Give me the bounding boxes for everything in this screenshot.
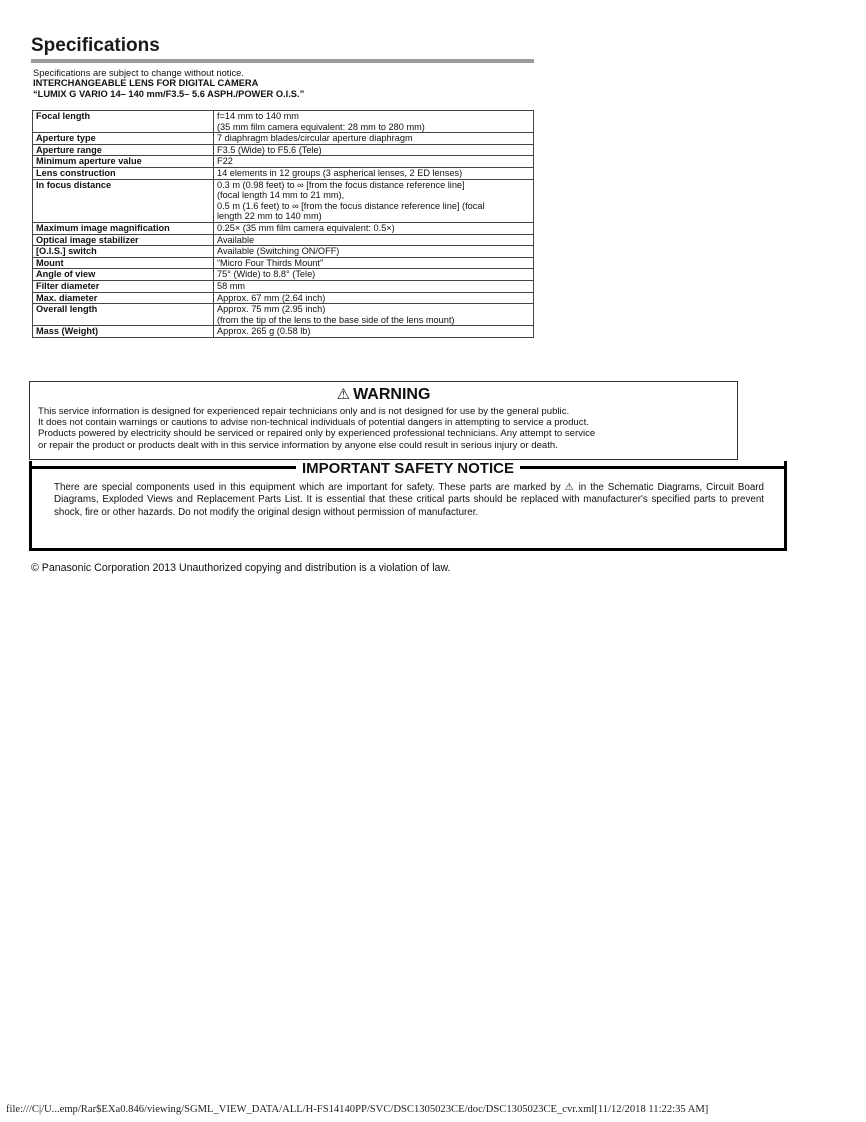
spec-value-line: Available <box>217 234 255 245</box>
spec-value <box>214 133 534 145</box>
spec-value-line: Approx. 67 mm (2.64 inch) <box>217 292 326 303</box>
safety-title <box>32 460 784 478</box>
spec-value-line: Available (Switching ON/OFF) <box>217 246 340 257</box>
table-row <box>33 234 534 246</box>
spec-value-line: 0.3 m (0.98 feet) to ∞ [from the focus distance reference line] <box>217 179 465 190</box>
spec-value-line: (from the tip of the lens to the base side of the lens mount) <box>217 314 455 325</box>
spec-value <box>214 222 534 234</box>
spec-label: Aperture type <box>33 133 214 145</box>
spec-label: [O.I.S.] switch <box>33 246 214 258</box>
spec-label: Mass (Weight) <box>33 326 214 338</box>
table-row <box>33 269 534 281</box>
spec-value <box>214 304 534 326</box>
spec-value-line: Approx. 75 mm (2.95 inch) <box>217 304 326 315</box>
warning-box <box>29 381 738 460</box>
table-row <box>33 326 534 338</box>
product-category: INTERCHANGEABLE LENS FOR DIGITAL CAMERA <box>33 78 259 89</box>
spec-value-line: 0.25× (35 mm film camera equivalent: 0.5×) <box>217 222 395 233</box>
spec-value <box>214 234 534 246</box>
table-row <box>33 246 534 258</box>
spec-value-line: Approx. 265 g (0.58 lb) <box>217 326 311 337</box>
spec-value <box>214 269 534 281</box>
spec-table <box>32 110 534 338</box>
table-row <box>33 156 534 168</box>
warning-triangle-icon: ⚠ <box>336 386 351 403</box>
spec-value-line: 14 elements in 12 groups (3 aspherical lenses, 2 ED lenses) <box>217 167 463 178</box>
spec-value-line: 58 mm <box>217 280 246 291</box>
spec-value-line: f=14 mm to 140 mm <box>217 111 299 121</box>
page-title: Specifications <box>31 35 160 56</box>
safety-title-text: IMPORTANT SAFETY NOTICE <box>296 460 520 477</box>
warning-line: Products powered by electricity should be serviced or repaired only by experienced professional technicians. Any attempt to service <box>38 428 596 440</box>
spec-label: Maximum image magnification <box>33 222 214 234</box>
spec-label: Optical image stabilizer <box>33 234 214 246</box>
spec-label: Max. diameter <box>33 292 214 304</box>
copyright-notice: © Panasonic Corporation 2013 Unauthorized copying and distribution is a violation of law. <box>31 562 451 574</box>
table-row <box>33 280 534 292</box>
table-row <box>33 304 534 326</box>
spec-label: Angle of view <box>33 269 214 281</box>
table-row <box>33 222 534 234</box>
warning-line: or repair the product or products dealt with in this service information by anyone else could result in serious injury or death. <box>38 439 558 451</box>
change-notice: Specifications are subject to change without notice. <box>33 68 244 78</box>
spec-value-line: (focal length 14 mm to 21 mm), <box>217 190 345 201</box>
table-row <box>33 133 534 145</box>
warning-text <box>38 406 733 451</box>
spec-value-line: F3.5 (Wide) to F5.6 (Tele) <box>217 144 322 155</box>
heading-rule <box>31 59 534 63</box>
spec-value-line: 7 diaphragm blades/circular aperture diaphragm <box>217 133 413 144</box>
spec-value <box>214 292 534 304</box>
spec-label: Filter diameter <box>33 280 214 292</box>
warning-title-text: WARNING <box>353 386 431 403</box>
spec-value <box>214 111 534 133</box>
spec-label: Lens construction <box>33 167 214 179</box>
spec-value-line: “Micro Four Thirds Mount” <box>217 257 324 268</box>
spec-value-line: length 22 mm to 140 mm) <box>217 211 322 222</box>
spec-label: Aperture range <box>33 144 214 156</box>
table-row <box>33 179 534 222</box>
table-row <box>33 111 534 133</box>
spec-value <box>214 179 534 222</box>
table-row <box>33 144 534 156</box>
spec-value <box>214 167 534 179</box>
spec-value <box>214 156 534 168</box>
spec-label: Overall length <box>33 304 214 326</box>
spec-value <box>214 144 534 156</box>
spec-value <box>214 246 534 258</box>
safety-text-start: There are special components used in this equipment which are important for safety. These parts are marked by <box>54 482 561 493</box>
table-row <box>33 292 534 304</box>
safety-text-end: in the Schematic Diagrams, Circuit Board Diagrams, Exploded Views and Replacement Parts List. It is essential that these critical parts should be replaced with manufacturer's specified parts to prevent shock, fire or other hazards. Do not modify the original design without permission of manufacturer. <box>54 482 765 518</box>
spec-label: Minimum aperture value <box>33 156 214 168</box>
spec-value <box>214 257 534 269</box>
spec-value <box>214 326 534 338</box>
intro-block <box>33 68 304 99</box>
warning-line: This service information is designed for experienced repair technicians only and is not designed for use by the general public. <box>38 406 570 417</box>
spec-value-line: 0.5 m (1.6 feet) to ∞ [from the focus distance reference line] (focal <box>217 200 485 211</box>
spec-value-line: F22 <box>217 156 233 167</box>
safety-text <box>54 482 764 519</box>
spec-label: Mount <box>33 257 214 269</box>
spec-label: In focus distance <box>33 179 214 222</box>
warning-line: It does not contain warnings or cautions to advise non-technical individuals of potential dangers in attempting to service a product. <box>38 417 589 429</box>
warning-title <box>30 385 737 404</box>
table-row <box>33 167 534 179</box>
warning-triangle-icon: ⚠ <box>564 482 575 493</box>
product-name: “LUMIX G VARIO 14– 140 mm/F3.5– 5.6 ASPH./POWER O.I.S.” <box>33 88 305 99</box>
spec-label: Focal length <box>33 111 214 133</box>
spec-value-line: (35 mm film camera equivalent: 28 mm to 280 mm) <box>217 121 425 132</box>
table-row <box>33 257 534 269</box>
spec-value <box>214 280 534 292</box>
safety-notice-box <box>29 461 787 551</box>
footer-file-path: file:///C|/U...emp/Rar$EXa0.846/viewing/SGML_VIEW_DATA/ALL/H-FS14140PP/SVC/DSC1305023CE/doc/DSC1305023CE_cvr.xml[11/12/2018 11:22:35 AM] <box>6 1104 709 1115</box>
spec-value-line: 75° (Wide) to 8.8° (Tele) <box>217 269 316 280</box>
